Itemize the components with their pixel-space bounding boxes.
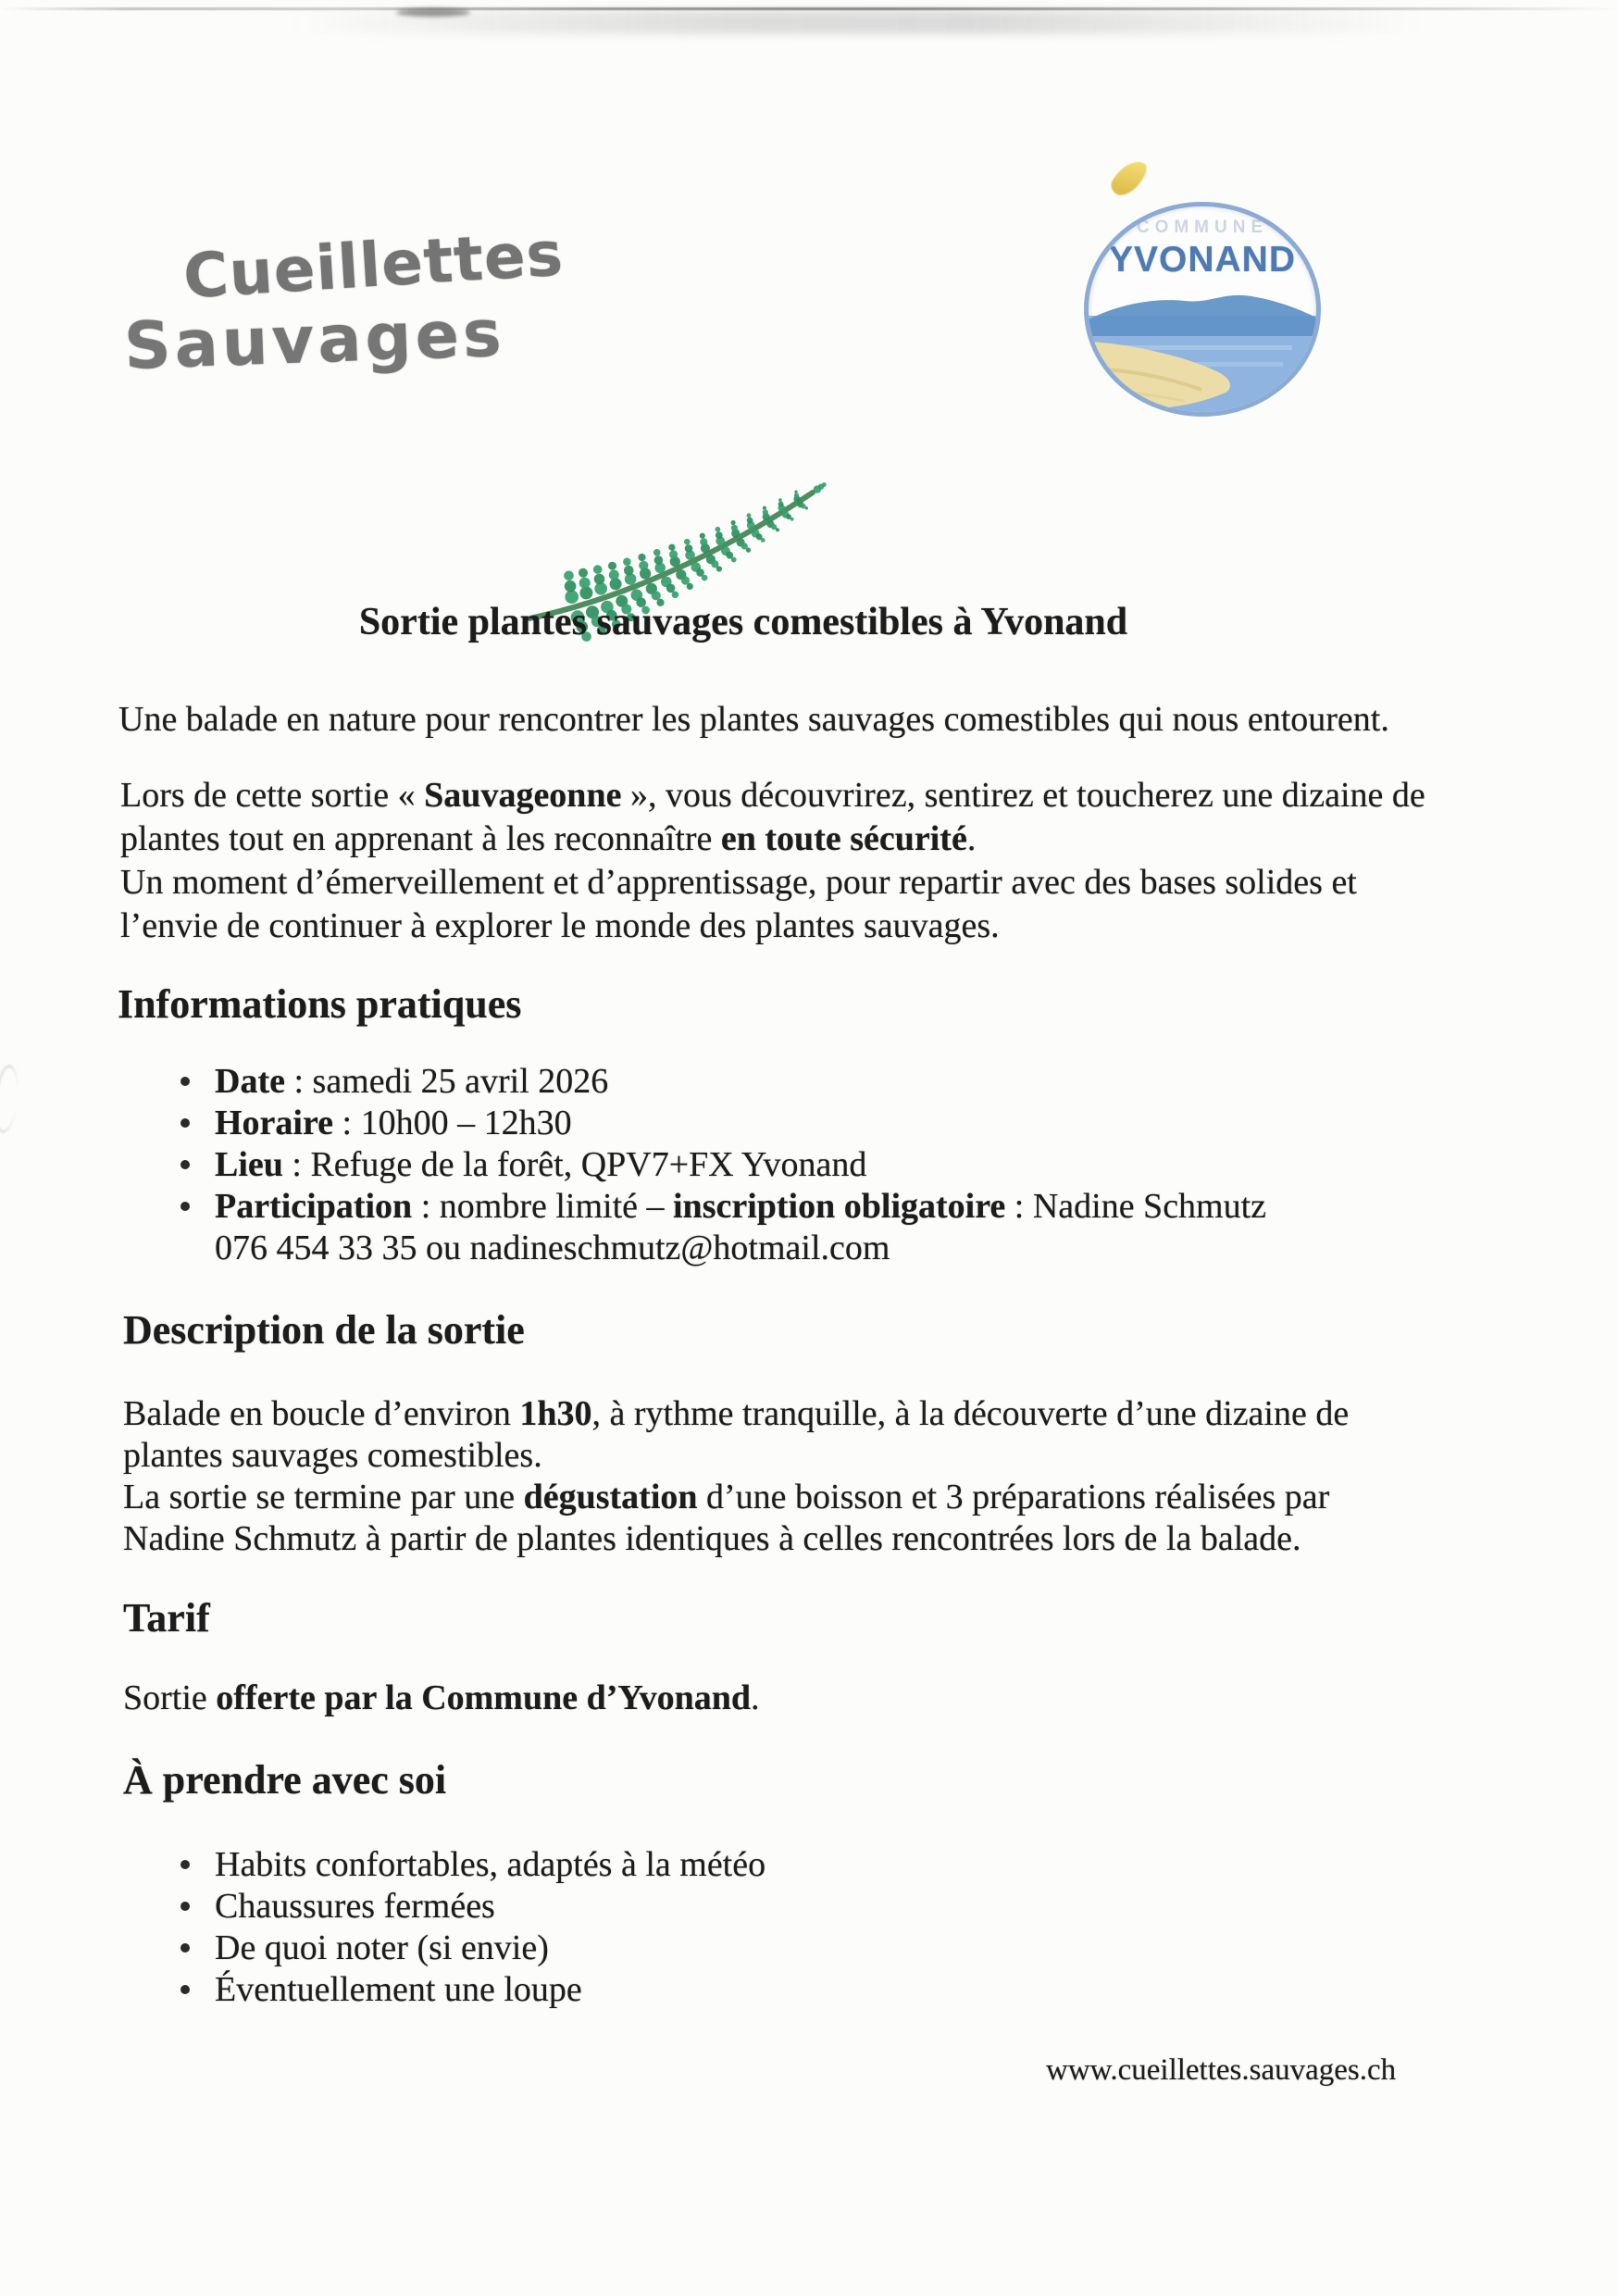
text-run: La sortie se termine par une (123, 1478, 524, 1516)
list-item-text: Éventuellement une loupe (215, 1970, 582, 2009)
bold-duration: 1h30 (519, 1394, 592, 1433)
paragraph-line: Un moment d’émerveillement et d’apprentissage, pour repartir avec des bases solides et (120, 863, 1357, 902)
intro-paragraph: Une balade en nature pour rencontrer les plantes sauvages comestibles qui nous entourent. (118, 700, 1389, 739)
list-item-date (180, 1061, 1266, 1103)
list-item (180, 1969, 765, 2011)
bullet-icon (180, 1860, 190, 1869)
text-run: Sortie (123, 1678, 217, 1717)
list-item-text (215, 1103, 572, 1144)
section-heading-description: Description de la sortie (123, 1307, 525, 1353)
text-run: : samedi 25 avril 2026 (284, 1062, 609, 1101)
list-item-text: Chaussures fermées (215, 1887, 495, 1926)
bring-list (180, 1844, 765, 2011)
section-heading-a-prendre: À prendre avec soi (123, 1757, 447, 1803)
list-item-text (215, 1186, 1266, 1228)
bullet-icon (180, 1943, 190, 1953)
bold-date-label: Date (215, 1062, 285, 1101)
commune-name-label: YVONAND (1108, 240, 1297, 280)
scan-smudge-blob (396, 8, 470, 17)
cueillettes-sauvages-logo (111, 218, 741, 491)
paragraph-line (123, 1477, 1349, 1518)
flame-icon (1107, 154, 1150, 202)
bold-lieu-label: Lieu (215, 1145, 283, 1184)
section-heading-informations: Informations pratiques (118, 981, 522, 1027)
text-run: Balade en boucle d’environ (123, 1394, 520, 1433)
commune-faint-label: COMMUNE (1136, 218, 1269, 237)
bullet-icon (180, 1202, 190, 1211)
text-run: , à rythme tranquille, à la découverte d’une dizaine de (591, 1394, 1350, 1433)
paragraph-line: plantes sauvages comestibles. (123, 1436, 542, 1475)
list-item-text: De quoi noter (si envie) (215, 1928, 549, 1967)
list-item-horaire (180, 1103, 1266, 1144)
text-run: Lors de cette sortie « (120, 776, 425, 815)
paragraph-line (120, 774, 1425, 817)
list-item-text: Habits confortables, adaptés à la météo (215, 1845, 766, 1884)
text-run: . (751, 1678, 760, 1717)
text-run: : Refuge de la forêt, QPV7+FX Yvonand (282, 1145, 867, 1184)
page-title: Sortie plantes sauvages comestibles à Yvonand (358, 601, 1128, 643)
bold-inscription-label: inscription obligatoire (673, 1187, 1006, 1226)
paragraph-line: Nadine Schmutz à partir de plantes identiques à celles rencontrées lors de la balade. (123, 1519, 1301, 1558)
list-item (180, 1928, 765, 1969)
bullet-icon (180, 1118, 190, 1128)
commune-yvonand-logo (1081, 156, 1322, 443)
list-item-text (215, 1144, 866, 1186)
text-run: : 10h00 – 12h30 (333, 1104, 572, 1142)
scan-smudge (0, 10, 1618, 34)
tarif-paragraph (123, 1677, 760, 1720)
text-run: : nombre limité – (412, 1187, 673, 1226)
list-item-lieu (180, 1144, 1266, 1186)
bullet-icon (180, 1077, 190, 1086)
text-run: plantes tout en apprenant à les reconnaître (120, 819, 721, 858)
brand-word-sauvages: Sauvages (122, 294, 506, 385)
list-item-contact (180, 1228, 1266, 1269)
bullet-icon (180, 1902, 190, 1911)
commune-logo-disc (1084, 202, 1321, 417)
website-url: www.cueillettes.sauvages.ch (1046, 2053, 1397, 2087)
bullet-icon (180, 1160, 190, 1169)
bold-securite: en toute sécurité (720, 819, 967, 858)
text-run: d’une boisson et 3 préparations réalisées par (697, 1478, 1330, 1516)
list-item-participation (180, 1186, 1266, 1228)
paragraph-line (120, 817, 1425, 861)
contact-phone-email: 076 454 33 35 ou nadineschmutz@hotmail.com (215, 1229, 890, 1267)
description-paragraph (123, 1393, 1349, 1560)
bold-offerte: offerte par la Commune d’Yvonand (216, 1678, 752, 1717)
infos-list (180, 1061, 1266, 1269)
text-run: . (966, 819, 977, 858)
text-run: », vous découvrirez, sentirez et toucherez une dizaine de (621, 776, 1425, 815)
list-item (180, 1844, 765, 1886)
bold-sauvageonne: Sauvageonne (424, 776, 622, 815)
paragraph-line: l’envie de continuer à explorer le monde des plantes sauvages. (120, 906, 1000, 945)
text-run: : Nadine Schmutz (1005, 1187, 1267, 1226)
paragraph-line (123, 1393, 1349, 1435)
bullet-icon (180, 1985, 190, 1994)
bold-participation-label: Participation (215, 1187, 413, 1226)
list-item (180, 1886, 765, 1928)
scan-artifact-left (0, 1064, 21, 1134)
bold-degustation: dégustation (523, 1478, 698, 1516)
section-heading-tarif: Tarif (123, 1595, 210, 1641)
sortie-paragraph (120, 774, 1425, 948)
brand-word-cueillettes: Cueillettes (181, 218, 566, 313)
bold-horaire-label: Horaire (215, 1104, 334, 1142)
list-item-text (215, 1061, 608, 1103)
